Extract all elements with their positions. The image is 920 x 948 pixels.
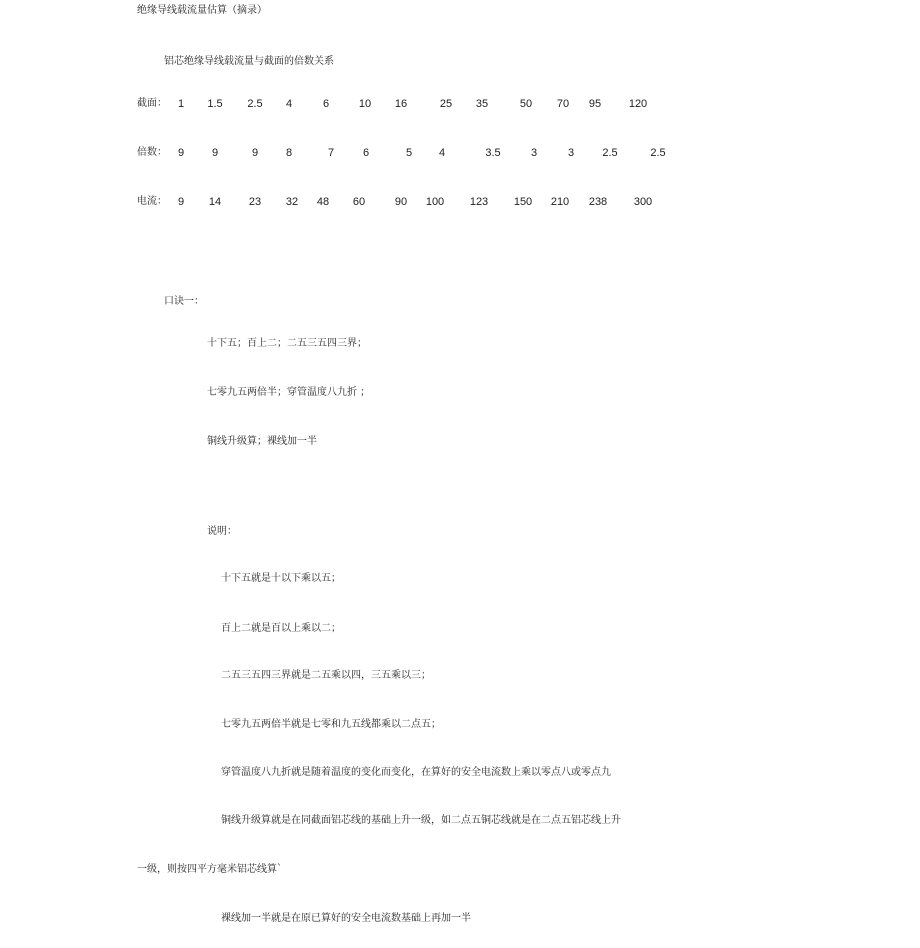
- table-cell: 6: [362, 147, 370, 159]
- table-cell: 2.5: [602, 147, 618, 159]
- table-cell: 238: [588, 196, 608, 208]
- table-cell: 10: [358, 98, 372, 110]
- table-cell: 95: [588, 98, 602, 110]
- table-cell: 2.5: [247, 98, 263, 110]
- table-cell: 4: [438, 147, 446, 159]
- row-label: 截面：: [137, 98, 167, 109]
- table-cell: 5: [405, 147, 413, 159]
- table-cell: 32: [285, 196, 299, 208]
- table-row: [0, 97, 920, 111]
- mnemonic-line: 七零九五两倍半；穿管温度八九折 ；: [207, 387, 371, 398]
- explanation-line: 一级，则按四平方毫米铝芯线算`: [137, 864, 282, 875]
- mnemonic-line: 十下五；百上二；二五三五四三界；: [207, 338, 367, 349]
- table-cell: 8: [285, 147, 293, 159]
- explanation-heading: 说明：: [207, 526, 237, 537]
- row-label: 倍数：: [137, 147, 167, 158]
- table-cell: 14: [208, 196, 222, 208]
- document-title: 绝缘导线载流量估算（摘录）: [137, 5, 267, 16]
- table-cell: 9: [177, 196, 185, 208]
- table-cell: 6: [322, 98, 330, 110]
- mnemonic-line: 铜线升级算；裸线加一半: [207, 436, 317, 447]
- table-cell: 4: [285, 98, 293, 110]
- explanation-line: 七零九五两倍半就是七零和九五线都乘以二点五；: [221, 719, 441, 730]
- table-cell: 3: [530, 147, 538, 159]
- table-row: [0, 146, 920, 160]
- table-cell: 2.5: [650, 147, 666, 159]
- explanation-line: 十下五就是十以下乘以五；: [221, 573, 341, 584]
- row-label: 电流：: [137, 196, 167, 207]
- table-cell: 123: [469, 196, 489, 208]
- table-caption: 铝芯绝缘导线载流量与截面的倍数关系: [164, 56, 334, 67]
- explanation-line: 二五三五四三界就是二五乘以四，三五乘以三；: [221, 670, 431, 681]
- table-cell: 70: [556, 98, 570, 110]
- table-cell: 50: [519, 98, 533, 110]
- explanation-line: 裸线加一半就是在原已算好的安全电流数基础上再加一半: [221, 913, 471, 924]
- table-cell: 60: [352, 196, 366, 208]
- table-cell: 9: [211, 147, 219, 159]
- explanation-line: 穿管温度八九折就是随着温度的变化而变化，在算好的安全电流数上乘以零点八或零点九: [221, 767, 611, 778]
- table-cell: 35: [475, 98, 489, 110]
- table-cell: 1.5: [207, 98, 223, 110]
- table-cell: 16: [394, 98, 408, 110]
- table-cell: 300: [633, 196, 653, 208]
- table-cell: 100: [425, 196, 445, 208]
- table-cell: 150: [513, 196, 533, 208]
- explanation-line: 铜线升级算就是在同截面铝芯线的基础上升一级，如二点五铜芯线就是在二点五铝芯线上升: [221, 815, 621, 826]
- table-cell: 48: [316, 196, 330, 208]
- table-cell: 9: [251, 147, 259, 159]
- table-cell: 25: [439, 98, 453, 110]
- mnemonic-heading: 口诀一：: [164, 296, 204, 307]
- table-cell: 120: [628, 98, 648, 110]
- table-cell: 3: [567, 147, 575, 159]
- table-row: [0, 195, 920, 209]
- table-cell: 9: [177, 147, 185, 159]
- table-cell: 1: [177, 98, 185, 110]
- table-cell: 210: [550, 196, 570, 208]
- explanation-line: 百上二就是百以上乘以二；: [221, 623, 341, 634]
- table-cell: 23: [248, 196, 262, 208]
- table-cell: 90: [394, 196, 408, 208]
- table-cell: 3.5: [485, 147, 501, 159]
- table-cell: 7: [327, 147, 335, 159]
